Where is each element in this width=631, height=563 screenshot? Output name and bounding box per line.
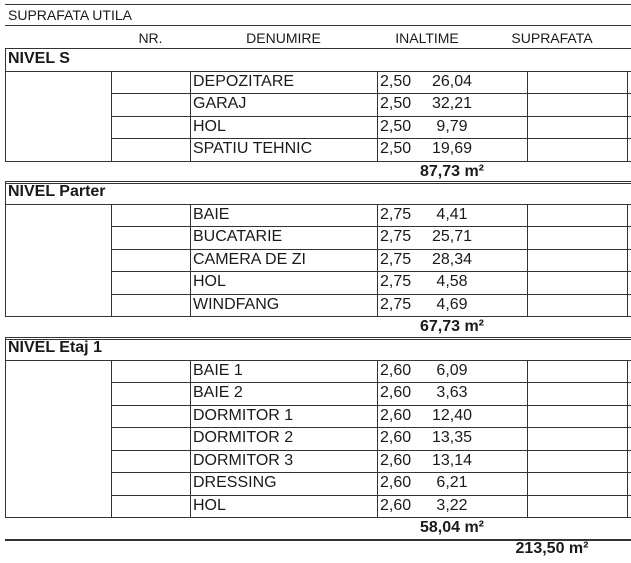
subtotal-rule [5, 161, 631, 162]
row-rule [111, 226, 631, 227]
row-rule [111, 382, 631, 383]
cell-denumire: BAIE 1 [193, 361, 243, 379]
row-rule [111, 427, 631, 428]
cell-suprafata: 32,21 [431, 95, 473, 112]
col-divider [627, 360, 628, 518]
title-bottom-rule [5, 25, 631, 26]
section-subtotal: 87,73 m² [419, 162, 485, 180]
col-divider [527, 204, 528, 317]
cell-suprafata: 4,58 [436, 273, 468, 290]
column-header-denumire: DENUMIRE [246, 30, 321, 46]
cell-suprafata: 12,40 [431, 406, 473, 424]
row-rule [111, 450, 631, 451]
cell-denumire: CAMERA DE ZI [193, 250, 306, 268]
cell-suprafata: 13,35 [431, 429, 473, 446]
left-border [5, 48, 6, 161]
cell-denumire: DRESSING [193, 474, 277, 491]
cell-denumire: DORMITOR 3 [193, 451, 294, 469]
cell-inaltime: 2,50 [380, 95, 412, 112]
cell-denumire: BUCATARIE [193, 228, 283, 245]
section-label: NIVEL Parter [8, 183, 106, 200]
cell-inaltime: 2,60 [380, 406, 412, 424]
grand-total: 213,50 m² [515, 540, 589, 557]
cell-inaltime: 2,75 [380, 250, 412, 268]
cell-denumire: SPATIU TEHNIC [193, 140, 313, 157]
cell-denumire: HOL [193, 117, 226, 135]
section-label-rule [5, 71, 631, 72]
column-header-nr: NR. [138, 30, 163, 46]
left-border [5, 181, 6, 316]
section-top-border [5, 48, 631, 49]
section-label-rule [5, 360, 631, 361]
cell-denumire: BAIE [193, 205, 230, 223]
cell-suprafata: 3,63 [436, 384, 468, 401]
row-rule [111, 249, 631, 250]
cell-inaltime: 2,60 [380, 429, 412, 446]
cell-denumire: BAIE 2 [193, 384, 243, 401]
row-rule [111, 472, 631, 473]
cell-inaltime: 2,75 [380, 295, 412, 313]
cell-suprafata: 25,71 [431, 228, 473, 245]
cell-inaltime: 2,60 [380, 451, 412, 469]
col-divider [111, 360, 112, 518]
cell-denumire: WINDFANG [193, 295, 280, 313]
col-divider [111, 204, 112, 317]
col-divider [190, 360, 191, 518]
column-header-suprafata: SUPRAFATA [511, 30, 593, 46]
cell-suprafata: 19,69 [431, 140, 473, 157]
section-label-rule [5, 204, 631, 205]
col-divider [190, 204, 191, 317]
section-label: NIVEL S [8, 50, 70, 67]
cell-inaltime: 2,60 [380, 474, 412, 491]
cell-inaltime: 2,50 [380, 140, 412, 157]
row-rule [111, 294, 631, 295]
row-rule [111, 495, 631, 496]
cell-suprafata: 26,04 [431, 72, 473, 90]
cell-denumire: DORMITOR 1 [193, 406, 294, 424]
cell-inaltime: 2,75 [380, 273, 412, 290]
cell-inaltime: 2,50 [380, 72, 412, 90]
col-divider [627, 204, 628, 317]
cell-denumire: HOL [193, 496, 226, 514]
subtotal-rule [5, 316, 631, 317]
left-border [5, 337, 6, 517]
cell-denumire: HOL [193, 273, 226, 290]
cell-suprafata: 4,69 [436, 295, 468, 313]
cell-inaltime: 2,75 [380, 228, 412, 245]
row-rule [111, 271, 631, 272]
cell-suprafata: 13,14 [431, 451, 473, 469]
subtotal-rule [5, 517, 631, 518]
section-label: NIVEL Etaj 1 [8, 339, 102, 356]
cell-inaltime: 2,75 [380, 205, 412, 223]
cell-denumire: DORMITOR 2 [193, 429, 294, 446]
row-rule [111, 93, 631, 94]
column-header-inaltime: INALTIME [395, 30, 459, 46]
table-title: SUPRAFATA UTILA [8, 7, 132, 23]
cell-inaltime: 2,60 [380, 361, 412, 379]
col-divider [527, 360, 528, 518]
cell-inaltime: 2,50 [380, 117, 412, 135]
row-rule [111, 138, 631, 139]
row-rule [111, 405, 631, 406]
cell-suprafata: 28,34 [431, 250, 473, 268]
cell-suprafata: 9,79 [436, 117, 468, 135]
cell-inaltime: 2,60 [380, 384, 412, 401]
cell-denumire: DEPOZITARE [193, 72, 295, 90]
cell-suprafata: 6,21 [436, 474, 468, 491]
cell-suprafata: 6,09 [436, 361, 468, 379]
section-subtotal: 67,73 m² [419, 318, 485, 335]
cell-inaltime: 2,60 [380, 496, 412, 514]
row-rule [111, 116, 631, 117]
cell-suprafata: 3,22 [436, 496, 468, 514]
cell-denumire: GARAJ [193, 95, 247, 112]
section-subtotal: 58,04 m² [419, 519, 485, 536]
cell-suprafata: 4,41 [436, 205, 468, 223]
